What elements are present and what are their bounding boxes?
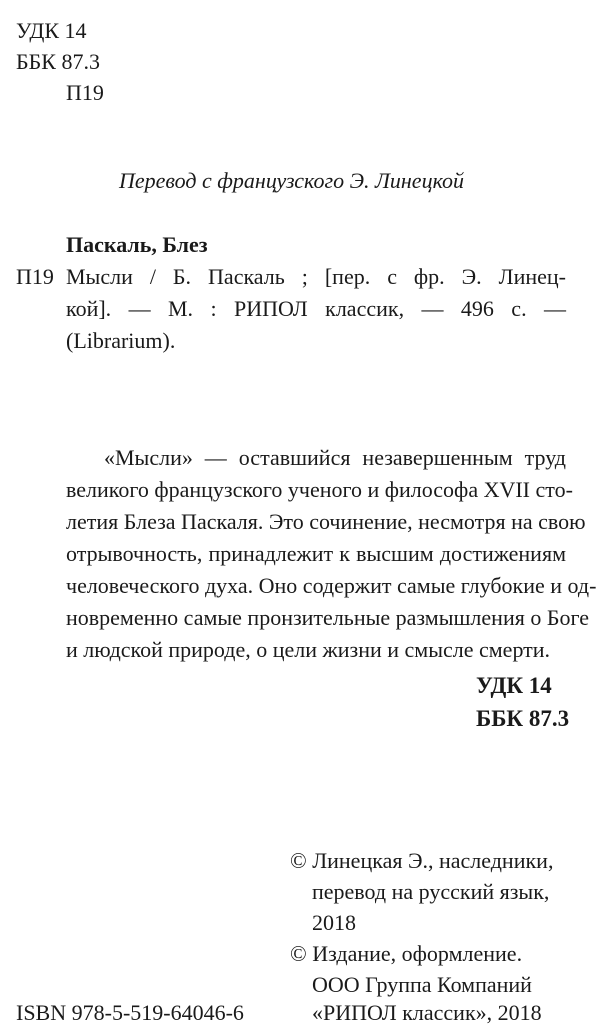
udk-classification: УДК 14 — [476, 673, 552, 698]
bibliographic-code: П19 — [16, 264, 54, 289]
author-sign: П19 — [66, 80, 104, 105]
translator-note: Перевод с французского Э. Линецкой — [119, 168, 465, 193]
copyright-line: © Линецкая Э., наследники, — [290, 848, 554, 873]
bibliographic-line: (Librarium). — [66, 328, 176, 353]
copyright-line: перевод на русский язык, — [312, 879, 550, 904]
copyright-line: «РИПОЛ классик», 2018 — [312, 1000, 542, 1025]
annotation-line: «Мысли» — оставшийся незавершенным труд — [104, 445, 566, 470]
copyright-line: ООО Группа Компаний — [312, 972, 532, 997]
udk-code: УДК 14 — [16, 18, 87, 43]
bibliographic-line: Мысли / Б. Паскаль ; [пер. с фр. Э. Линец- — [66, 264, 566, 289]
annotation-line: великого французского ученого и философа XVII сто- — [66, 477, 573, 502]
isbn: ISBN 978-5-519-64046-6 — [16, 1000, 244, 1025]
bbk-code: ББК 87.3 — [16, 49, 100, 74]
bbk-classification: ББК 87.3 — [476, 706, 570, 731]
copyright-line: 2018 — [312, 910, 356, 935]
annotation-line: и людской природе, о цели жизни и смысле смерти. — [66, 637, 551, 662]
author-heading: Паскаль, Блез — [66, 232, 208, 257]
bibliographic-line: кой]. — М. : РИПОЛ классик, — 496 с. — — [66, 296, 566, 321]
copyright-line: © Издание, оформление. — [290, 941, 523, 966]
annotation-line: новременно самые пронзительные размышления о Боге — [66, 605, 589, 630]
annotation-line: летия Блеза Паскаля. Это сочинение, несмотря на свою — [66, 509, 586, 534]
annotation-line: человеческого духа. Оно содержит самые глубокие и од- — [66, 573, 596, 598]
annotation-line: отрывочность, принадлежит к высшим достижениям — [66, 541, 566, 566]
